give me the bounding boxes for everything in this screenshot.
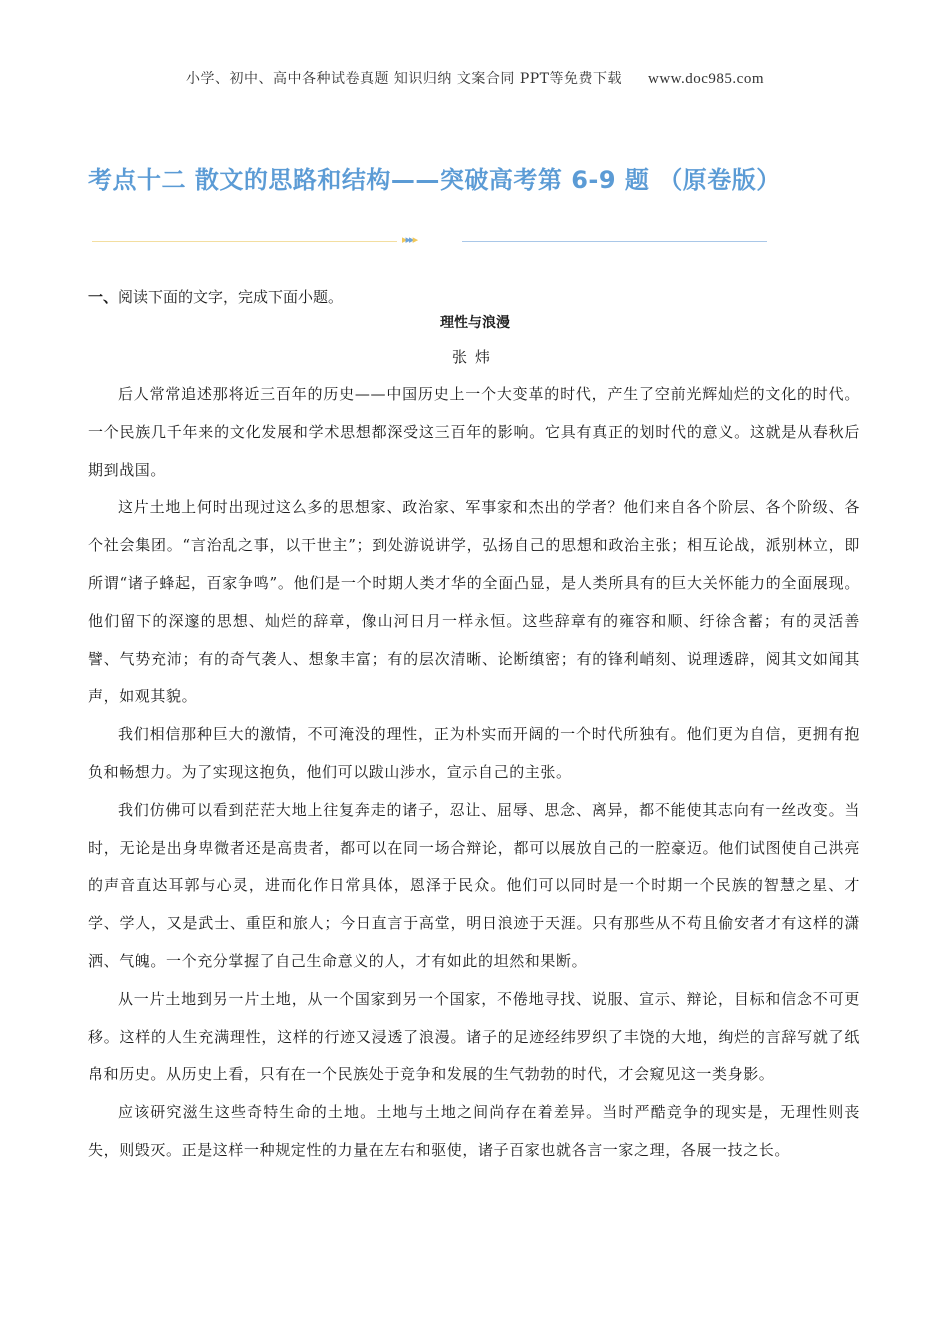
header-text: 小学、初中、高中各种试卷真题 知识归纳 文案合同 PPT等免费下载 <box>185 71 622 87</box>
article-author: 张炜 <box>451 348 498 366</box>
paragraph: 我们仿佛可以看到茫茫大地上往复奔走的诸子，忍让、屈辱、思念、离异，都不能使其志向有一丝改变。当时，无论是出身卑微者还是高贵者，都可以在同一场合辩论，都可以展放自己的一腔豪迈。他们试图使自己洪亮的声音直达耳郭与心灵，进而化作日常具体，恩泽于民众。他们可以同时是一个时期一个民族的智慧之星、才学、学人，又是武士、重臣和旅人；今日直言于高堂，明日浪迹于天涯。只有那些从不苟且偷安者才有这样的潇洒、气魄。一个充分掌握了自己生命意义的人，才有如此的坦然和果断。 <box>88 800 860 970</box>
header-site-link[interactable]: www.doc985.com <box>648 71 765 87</box>
paragraph: 我们相信那种巨大的激情，不可淹没的理性，正为朴实而开阔的一个时代所独有。他们更为自信，更拥有抱负和畅想力。为了实现这抱负，他们可以跋山涉水，宣示自己的主张。 <box>88 725 860 781</box>
section-instruction-text: 阅读下面的文字，完成下面小题。 <box>118 288 344 306</box>
divider-right-line <box>462 241 767 242</box>
paragraph: 这片土地上何时出现过这么多的思想家、政治家、军事家和杰出的学者？他们来自各个阶层、各个阶级、各个社会集团。“言治乱之事，以干世主”；到处游说讲学，弘扬自己的思想和政治主张；相互论战，派别林立，即所谓“诸子蜂起，百家争鸣”。他们是一个时期人类才华的全面凸显，是人类所具有的巨大关怀能力的全面展现。他们留下的深邃的思想、灿烂的辞章，像山河日月一样永恒。这些辞章有的雍容和顺、纡徐含蓄；有的灵活善譬、气势充沛；有的奇气袭人、想象丰富；有的层次清晰、论断缜密；有的锋利峭刻、说理透辟，阅其文如闻其声，如观其貌。 <box>88 498 860 706</box>
divider-left-line <box>92 241 397 242</box>
section-number: 一、 <box>88 288 119 306</box>
section-instruction <box>88 286 343 307</box>
article-body <box>88 376 860 1170</box>
page-title: 考点十二 散文的思路和结构——突破高考第 6-9 题 （原卷版） <box>88 166 781 194</box>
paragraph: 从一片土地到另一片土地，从一个国家到另一个国家，不倦地寻找、说服、宣示、辩论，目标和信念不可更移。这样的人生充满理性，这样的行迹又浸透了浪漫。诸子的足迹经纬罗织了丰饶的大地，绚烂的言辞写就了纸帛和历史。从历史上看，只有在一个民族处于竞争和发展的生气勃勃的时代，才会窥见这一类身影。 <box>88 989 860 1084</box>
paragraph: 应该研究滋生这些奇特生命的土地。土地与土地之间尚存在着差异。当时严酷竞争的现实是，无理性则丧失，则毁灭。正是这样一种规定性的力量在左右和驱使，诸子百家也就各言一家之理，各展一技之长。 <box>88 1103 860 1159</box>
divider-arrows-icon: ▸▸▸▸ <box>402 233 417 246</box>
page-header <box>0 68 950 88</box>
article-title: 理性与浪漫 <box>440 315 510 331</box>
paragraph: 后人常常追述那将近三百年的历史——中国历史上一个大变革的时代，产生了空前光辉灿烂的文化的时代。一个民族几千年来的文化发展和学术思想都深受这三百年的影响。它具有真正的划时代的意义。这就是从春秋后期到战国。 <box>88 385 860 479</box>
title-divider <box>92 233 767 248</box>
